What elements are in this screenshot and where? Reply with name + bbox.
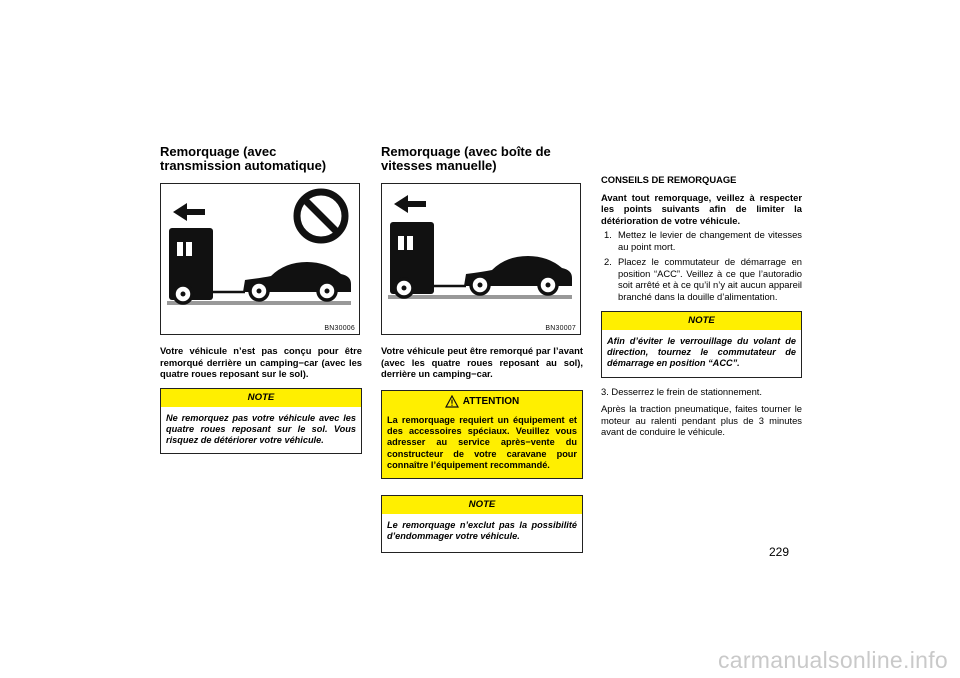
- section-title-manual: Remorquage (avec boîte de vitesses manuelle): [381, 144, 551, 173]
- list-item: 2. Placez le commutateur de démarrage en position “ACC”. Veillez à ce que l’autoradio soit arrêté et à ce qu’il n’y ait aucun appareil branché dans la douille d’alimentation.: [604, 256, 802, 302]
- attention-text: La remorquage requiert un équipement et des accessoires spéciaux. Veuillez vous adresser au service après−vente du constructeur de votre caravane pour connaître l’équipement recommandé.: [382, 413, 582, 478]
- figure-automatic-towing: [160, 183, 360, 335]
- section-title-automatic: Remorquage (avec transmission automatique): [160, 144, 327, 173]
- footer-watermark: carmanualsonline.info: [717, 647, 948, 673]
- note-text: Afin d’éviter le verrouillage du volant de direction, tournez le commutateur de démarrage en position “ACC”.: [607, 336, 796, 369]
- towing-steps-list: [601, 229, 802, 302]
- note-text: Le remorquage n’exclut pas la possibilité d’endommager votre véhicule.: [387, 519, 577, 541]
- warning-triangle-icon: [445, 395, 459, 408]
- note-box-middle: [381, 495, 583, 553]
- list-item: 1. Mettez le levier de changement de vitesses au point mort.: [604, 229, 802, 252]
- figure-code: BN30007: [545, 325, 576, 332]
- middle-column: [381, 145, 583, 553]
- after-towing-text: Après la traction pneumatique, faites tourner le moteur au ralenti pendant plus de 3 minutes avant de conduire le véhicule.: [601, 403, 802, 438]
- figure-manual-towing: [381, 183, 581, 335]
- automatic-towing-text: Votre véhicule n’est pas conçu pour être remorqué derrière un camping−car (avec les quatre roues reposant sur le sol).: [160, 345, 362, 379]
- step-3-text: 3. Desserrez le frein de stationnement.: [601, 385, 763, 397]
- towing-tips-heading: CONSEILS DE REMORQUAGE: [601, 174, 737, 185]
- page-number: 229: [769, 545, 790, 559]
- attention-header: [382, 391, 582, 413]
- note-box-left: [160, 388, 362, 455]
- attention-label: ATTENTION: [462, 395, 520, 407]
- note-text: Ne remorquez pas votre véhicule avec les quatre roues reposant sur le sol. Vous risquez de détériorer votre véhicule.: [166, 412, 356, 445]
- towing-illustration-icon: [161, 184, 359, 334]
- note-box-right: [601, 311, 802, 378]
- towing-tips-intro: Avant tout remorquage, veillez à respecter les points suivants afin de limiter la détérioration de votre véhicule.: [601, 191, 802, 226]
- note-label: NOTE: [382, 496, 582, 514]
- attention-box: [381, 390, 583, 479]
- manual-towing-text: Votre véhicule peut être remorqué par l’avant (avec les quatre roues reposant au sol), derrière un camping−car.: [381, 345, 583, 379]
- left-column: [160, 145, 362, 454]
- towing-illustration-icon: [382, 184, 580, 334]
- note-label: NOTE: [602, 312, 801, 330]
- note-label: NOTE: [161, 389, 361, 407]
- right-column: [601, 174, 802, 438]
- figure-code: BN30006: [324, 325, 355, 332]
